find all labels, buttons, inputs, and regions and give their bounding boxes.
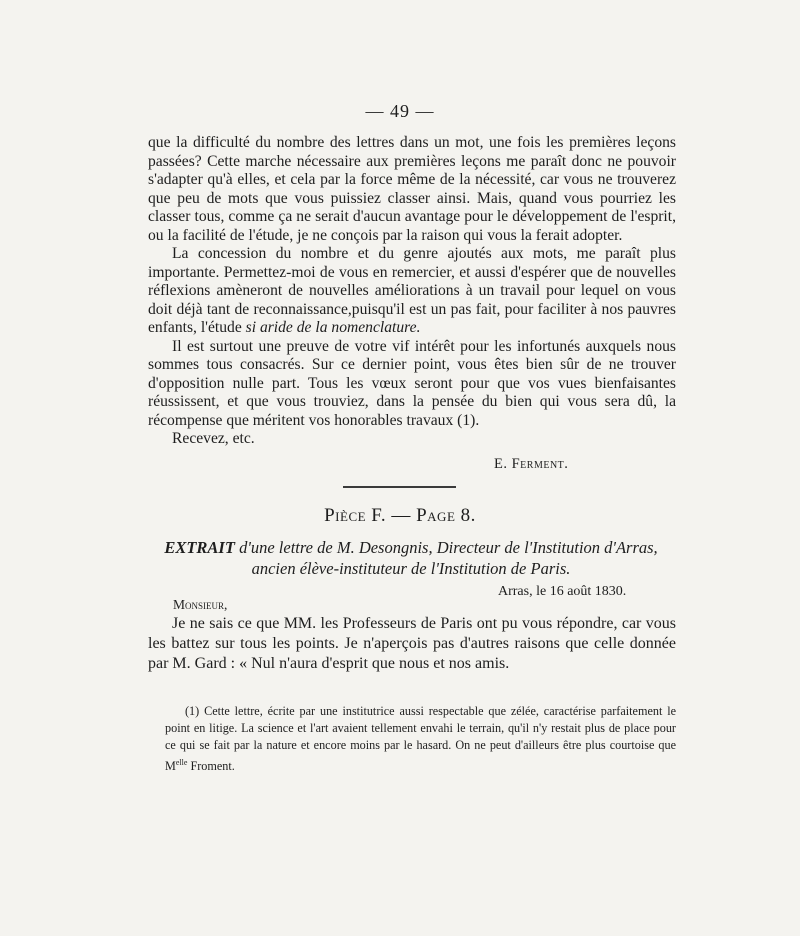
footnote-superscript: elle — [175, 758, 188, 767]
section-title: Pièce F. — Page 8. — [324, 505, 476, 526]
salutation: Monsieur, — [173, 597, 228, 612]
dateline: Arras, le 16 août 1830. — [498, 584, 627, 599]
extract-paragraph: Je ne sais ce que MM. les Professeurs de Paris ont pu vous répondre, car vous les battez sur tous les points. Je n'aperçois pas d'autres raisons que celle donnée par M. Gard : « Nul n'aura d'esprit que nous et nos amis. — [148, 615, 676, 672]
paragraph-1: que la difficulté du nombre des lettres dans un mot, une fois les premières leçons passées? Cette marche nécessaire aux premières leçons me paraît donc ne pouvoir s'adapter qu'à elles, et cela par la force même de la nécessité, car vous ne trouverez que peu de mots que vous puissiez classer ainsi. Mais, quand vous pourriez les classer tous, comme ça ne serait d'aucun avantage pour le développement de l'esprit, ou la facilité de l'étude, je ne conçois par la raison qui vous la ferait adopter. — [148, 134, 676, 244]
letter-body — [148, 134, 676, 449]
paragraph-2 — [148, 245, 676, 338]
extract-body — [148, 614, 676, 674]
paragraph-2-text: La concession du nombre et du genre ajoutés aux mots, me paraît plus importante. Permettez-moi de vous en remercier, et aussi d'espérer que de nouvelles réflexions amèneront de nouvelles améliorations à un travail pour lequel on vous doit déjà tant de reconnaissance,puisqu'il est un pas fait, pour faciliter à nos pauvres enfants, l'étude — [148, 245, 676, 336]
paragraph-3: Il est surtout une preuve de votre vif intérêt pour les infortunés auxquels nous sommes tous consacrés. Sur ce dernier point, vous êtes bien sûr de ne trouver d'opposition nulle part. Tous les vœux seront pour que vos vues bienfaisantes réussissent, et que vous trouviez, dans la pensée du bien qui vous sera dû, la récompense que méritent vos honorables travaux (1). — [148, 337, 676, 429]
footnote-paragraph — [165, 703, 676, 775]
section-divider — [343, 486, 456, 488]
paragraph-2-italic: si aride de la nomenclature. — [245, 319, 421, 336]
extract-description: d'une lettre de M. Desongnis, Directeur de l'Institution d'Arras, ancien élève-instituteur de l'Institution de Paris. — [239, 538, 658, 578]
page-number: — 49 — — [365, 101, 435, 121]
extract-keyword: EXTRAIT — [164, 538, 235, 557]
signature: E. Ferment. — [494, 456, 569, 472]
extract-heading — [150, 537, 672, 579]
footnote-name: Froment. — [187, 759, 235, 774]
closing-formula: Recevez, etc. — [172, 430, 255, 447]
footnote-text: (1) Cette lettre, écrite par une institutrice aussi respectable que zélée, caractérise parfaitement le point en litige. La science et l'art avaient tellement envahi le terrain, qu'il n'y restait plus de place pour ce qui se fait par la nature et encore moins par le hasard. On ne peut d'ailleurs être plus courtoise que M — [165, 704, 676, 774]
footnote — [165, 703, 676, 775]
